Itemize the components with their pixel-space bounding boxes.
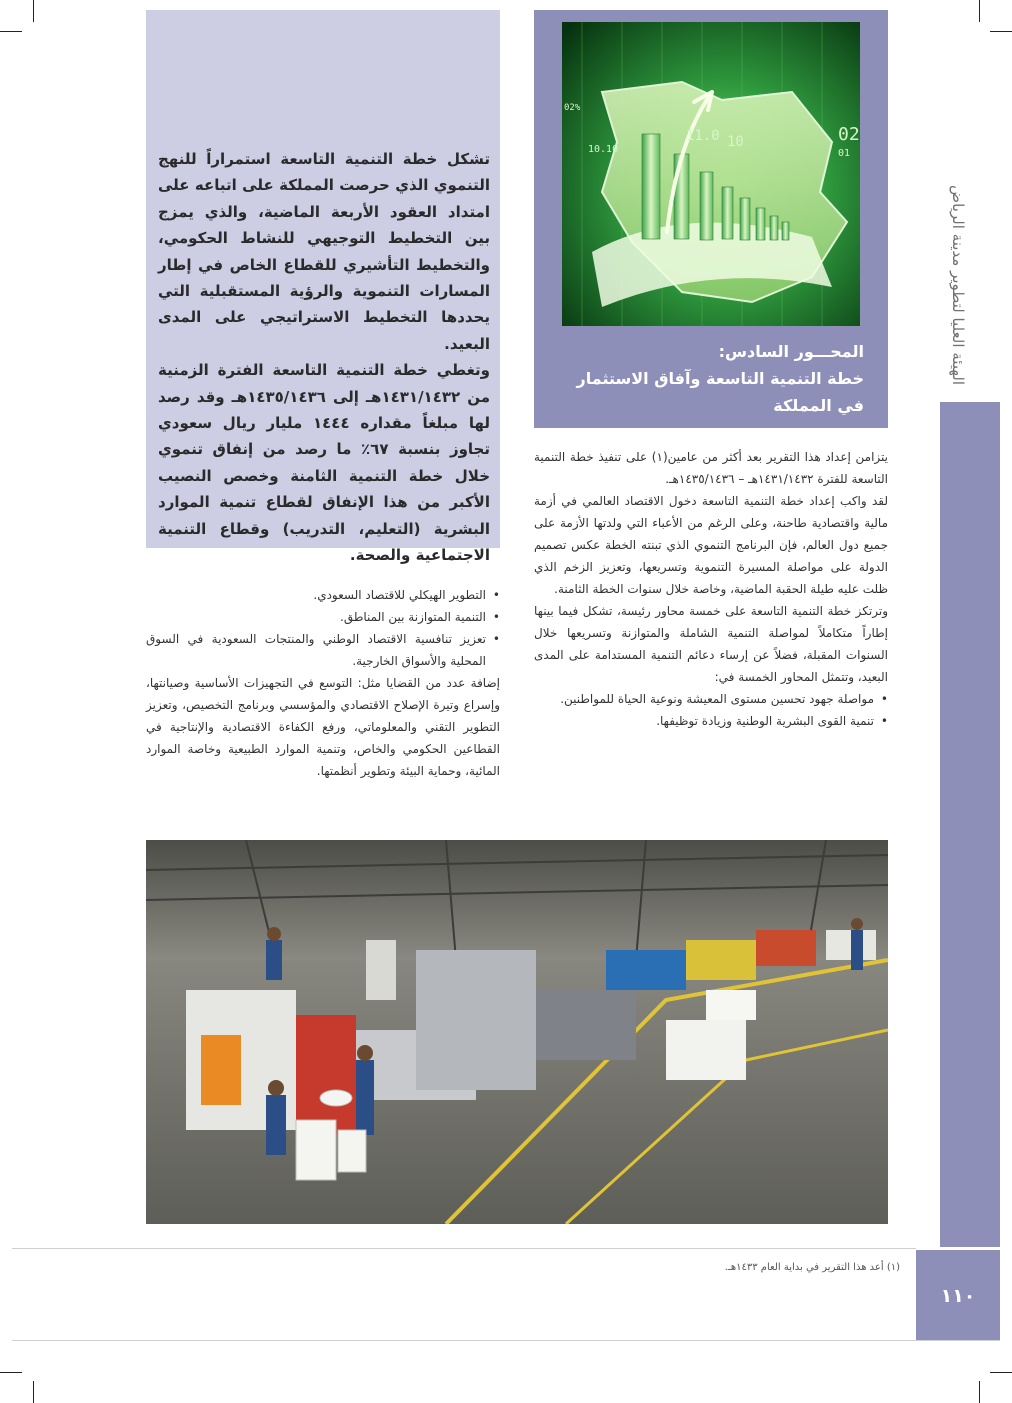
image-number: 11.0 <box>686 128 720 144</box>
list-item: • تعزيز تنافسية الاقتصاد الوطني والمنتجات السعودية في السوق المحلية والأسواق الخارجية. <box>146 628 500 672</box>
saudi-map-growth-illustration <box>562 22 860 326</box>
axis-list <box>146 584 500 672</box>
image-number: 02% <box>564 103 581 113</box>
image-number: 10.10 <box>588 144 619 155</box>
body-column-left <box>146 584 500 782</box>
footer-rule-bottom <box>12 1340 1000 1341</box>
body-paragraph: وترتكز خطة التنمية التاسعة على خمسة محاور رئيسة، تشكل فيما بينها إطاراً متكاملاً لمواصلة التنمية الشاملة والمتوازنة وتسريعها خلال السنوات المقبلة، فضلاً عن إرساء دعائم التنمية المستدامة على المدى البعيد، وتتمثل المحاور الخمسة في: <box>534 604 888 684</box>
axis-heading-line: في المملكة <box>773 396 864 415</box>
crop-mark <box>33 0 34 22</box>
side-band <box>940 402 1000 1247</box>
axis-heading-line: المحـــور السادس: <box>718 342 864 361</box>
crop-mark <box>990 1372 1012 1373</box>
body-column-right <box>534 446 888 732</box>
side-publisher-title: الهيئة العليا لتطوير مدينة الرياض <box>949 184 967 385</box>
factory-photo <box>146 840 888 1224</box>
summary-text <box>158 146 490 569</box>
footnote: (١) أعد هذا التقرير في بداية العام ١٤٣٣هـ. <box>724 1262 900 1273</box>
image-number: 01 <box>838 148 851 159</box>
body-paragraph: يتزامن إعداد هذا التقرير بعد أكثر من عامين(١) على تنفيذ خطة التنمية التاسعة للفترة ١٤٣١/١٤٣٢هـ – ١٤٣٥/١٤٣٦هـ. <box>534 450 888 486</box>
axis-heading <box>540 338 864 419</box>
summary-paragraph: تشكل خطة التنمية التاسعة استمراراً للنهج التنموي الذي حرصت المملكة على اتباعه على امتداد العقود الأربعة الماضية، والذي يمزج بين التخطيط التوجيهي للنشاط الحكومي، والتخطيط التأشيري للقطاع الخاص في إطار المسارات التنموية والرؤية المستقبلية التي يحددها التخطيط الاستراتيجي على المدى البعيد. <box>158 150 490 353</box>
list-item: • مواصلة جهود تحسين مستوى المعيشة ونوعية الحياة للمواطنين. <box>534 688 888 710</box>
list-item: • التنمية المتوازنة بين المناطق. <box>146 606 500 628</box>
list-item: • التطوير الهيكلي للاقتصاد السعودي. <box>146 584 500 606</box>
image-number: 02 <box>838 124 860 145</box>
image-number: 10 <box>727 134 744 150</box>
crop-mark <box>0 1372 22 1373</box>
body-paragraph: إضافة عدد من القضايا مثل: التوسع في التجهيزات الأساسية وصيانتها، وإسراع وتيرة الإصلاح الاقتصادي والمؤسسي وبرنامج التخصيص، وتعزيز التطوير التقني والمعلوماتي، ورفع الكفاءة الاقتصادية والإنتاجية في القطاعين الحكومي والخاص، وتنمية الموارد الطبيعية وخاصة الموارد المائية، وحماية البيئة وتطوير أنظمتها. <box>146 676 500 778</box>
crop-mark <box>979 1381 980 1403</box>
summary-paragraph: وتغطي خطة التنمية التاسعة الفترة الزمنية من ١٤٣١/١٤٣٢هـ إلى ١٤٣٥/١٤٣٦هـ وقد رصد لها مبلغاً مقداره ١٤٤٤ مليار ريال سعودي تجاوز بنسبة ٦٧٪ ما رصد من إنفاق تنموي خلال خطة التنمية الثامنة وخصص النصيب الأكبر من هذا الإنفاق لقطاع تنمية الموارد البشرية (التعليم، التدريب) وقطاع التنمية الاجتماعية والصحة. <box>158 361 490 565</box>
body-paragraph: لقد واكب إعداد خطة التنمية التاسعة دخول الاقتصاد العالمي في أزمة مالية واقتصادية طاحنة، وعلى الرغم من الأعباء التي ولدتها الأزمة على جميع دول العالم، فإن البرنامج التنموي الذي تبنته الخطة عكس تصميم الدولة على مواصلة المسيرة التنموية وتسريعها، وتعزيز الزخم الذي ظلت عليه طيلة الحقبة الماضية، وخاصة خلال سنوات الخطة الثامنة. <box>534 494 888 596</box>
list-item: • تنمية القوى البشرية الوطنية وزيادة توظيفها. <box>534 710 888 732</box>
crop-mark <box>33 1381 34 1403</box>
page-number: ١١٠ <box>940 1285 976 1307</box>
crop-mark <box>979 0 980 22</box>
footer-rule <box>12 1248 916 1249</box>
crop-mark <box>0 31 22 32</box>
axis-list <box>534 688 888 732</box>
crop-mark <box>990 31 1012 32</box>
axis-heading-line: خطة التنمية التاسعة وآفاق الاستثمار <box>576 369 864 388</box>
